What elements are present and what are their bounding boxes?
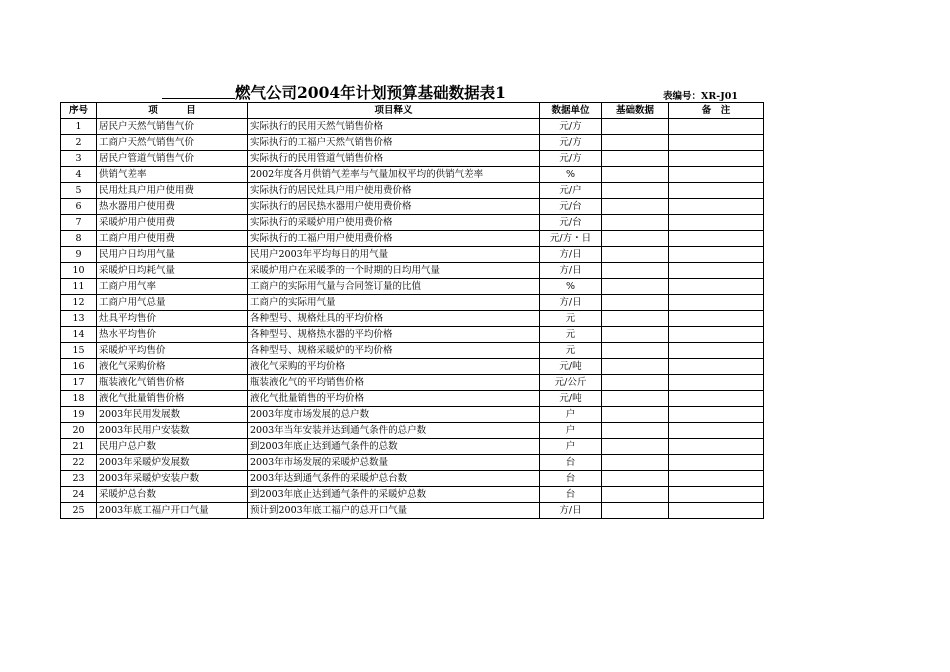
table-row: [61, 247, 764, 263]
table-row: [61, 343, 764, 359]
row-definition-cell: 实际执行的民用管道气销售价格: [248, 151, 540, 167]
header-base-data: 基础数据: [602, 103, 669, 119]
row-definition-cell: 实际执行的民用天然气销售价格: [248, 119, 540, 135]
row-definition-cell: 2002年度各月供销气差率与气量加权平均的供销气差率: [248, 167, 540, 183]
row-base-data-cell[interactable]: [602, 231, 669, 247]
row-unit-cell: %: [540, 167, 602, 183]
table-row: [61, 119, 764, 135]
row-seq-cell: 9: [61, 247, 97, 263]
row-definition-cell: 瓶装液化气的平均销售价格: [248, 375, 540, 391]
row-unit-cell: 元/台: [540, 199, 602, 215]
row-item-cell: 采暖炉平均售价: [97, 343, 248, 359]
table-row: [61, 135, 764, 151]
row-definition-cell: 液化气批量销售的平均价格: [248, 391, 540, 407]
row-unit-cell: 台: [540, 487, 602, 503]
row-item-cell: 工商户用气总量: [97, 295, 248, 311]
row-base-data-cell[interactable]: [602, 391, 669, 407]
row-remark-cell[interactable]: [669, 279, 764, 295]
row-unit-cell: 台: [540, 471, 602, 487]
row-base-data-cell[interactable]: [602, 199, 669, 215]
row-base-data-cell[interactable]: [602, 471, 669, 487]
row-base-data-cell[interactable]: [602, 359, 669, 375]
row-remark-cell[interactable]: [669, 375, 764, 391]
row-item-cell: 2003年民用发展数: [97, 407, 248, 423]
table-row: [61, 167, 764, 183]
row-remark-cell[interactable]: [669, 167, 764, 183]
row-seq-cell: 14: [61, 327, 97, 343]
row-definition-cell: 2003年当年安装并达到通气条件的总户数: [248, 423, 540, 439]
row-remark-cell[interactable]: [669, 359, 764, 375]
row-unit-cell: 方/日: [540, 503, 602, 519]
row-base-data-cell[interactable]: [602, 167, 669, 183]
row-remark-cell[interactable]: [669, 135, 764, 151]
row-unit-cell: 元/方・日: [540, 231, 602, 247]
table-row: [61, 487, 764, 503]
row-base-data-cell[interactable]: [602, 279, 669, 295]
header-item: 项 目: [97, 103, 248, 119]
row-base-data-cell[interactable]: [602, 119, 669, 135]
row-definition-cell: 各种型号、规格采暖炉的平均价格: [248, 343, 540, 359]
row-seq-cell: 24: [61, 487, 97, 503]
row-unit-cell: 户: [540, 423, 602, 439]
row-seq-cell: 8: [61, 231, 97, 247]
row-item-cell: 热水平均售价: [97, 327, 248, 343]
header-seq: 序号: [61, 103, 97, 119]
row-base-data-cell[interactable]: [602, 183, 669, 199]
row-item-cell: 工商户用户使用费: [97, 231, 248, 247]
row-seq-cell: 4: [61, 167, 97, 183]
row-item-cell: 居民户天然气销售气价: [97, 119, 248, 135]
row-unit-cell: 元/方: [540, 151, 602, 167]
table-row: [61, 327, 764, 343]
row-remark-cell[interactable]: [669, 151, 764, 167]
row-item-cell: 采暖炉日均耗气量: [97, 263, 248, 279]
row-seq-cell: 22: [61, 455, 97, 471]
row-seq-cell: 12: [61, 295, 97, 311]
row-base-data-cell[interactable]: [602, 327, 669, 343]
row-definition-cell: 实际执行的采暖炉用户使用费价格: [248, 215, 540, 231]
row-seq-cell: 2: [61, 135, 97, 151]
table-body: [61, 119, 764, 519]
row-item-cell: 瓶装液化气销售价格: [97, 375, 248, 391]
row-item-cell: 工商户天然气销售气价: [97, 135, 248, 151]
row-seq-cell: 6: [61, 199, 97, 215]
row-definition-cell: 2003年度市场发展的总户数: [248, 407, 540, 423]
row-remark-cell[interactable]: [669, 231, 764, 247]
table-row: [61, 183, 764, 199]
row-base-data-cell[interactable]: [602, 295, 669, 311]
row-unit-cell: 户: [540, 407, 602, 423]
row-remark-cell[interactable]: [669, 327, 764, 343]
row-item-cell: 采暖炉用户使用费: [97, 215, 248, 231]
row-definition-cell: 2003年达到通气条件的采暖炉总台数: [248, 471, 540, 487]
table-row: [61, 151, 764, 167]
row-remark-cell[interactable]: [669, 407, 764, 423]
row-remark-cell[interactable]: [669, 311, 764, 327]
row-item-cell: 灶具平均售价: [97, 311, 248, 327]
row-seq-cell: 17: [61, 375, 97, 391]
row-base-data-cell[interactable]: [602, 439, 669, 455]
row-definition-cell: 实际执行的居民热水器用户使用费价格: [248, 199, 540, 215]
row-base-data-cell[interactable]: [602, 423, 669, 439]
row-item-cell: 液化气批量销售价格: [97, 391, 248, 407]
row-seq-cell: 11: [61, 279, 97, 295]
row-definition-cell: 工商户的实际用气量: [248, 295, 540, 311]
row-base-data-cell[interactable]: [602, 247, 669, 263]
row-unit-cell: 户: [540, 439, 602, 455]
row-item-cell: 2003年底工福户开口气量: [97, 503, 248, 519]
row-item-cell: 供销气差率: [97, 167, 248, 183]
row-unit-cell: 元/公斤: [540, 375, 602, 391]
row-seq-cell: 18: [61, 391, 97, 407]
row-unit-cell: 方/日: [540, 263, 602, 279]
table-row: [61, 503, 764, 519]
row-definition-cell: 民用户2003年平均每日的用气量: [248, 247, 540, 263]
row-item-cell: 民用户日均用气量: [97, 247, 248, 263]
row-seq-cell: 3: [61, 151, 97, 167]
row-remark-cell[interactable]: [669, 295, 764, 311]
row-seq-cell: 1: [61, 119, 97, 135]
row-base-data-cell[interactable]: [602, 487, 669, 503]
row-definition-cell: 各种型号、规格热水器的平均价格: [248, 327, 540, 343]
row-seq-cell: 25: [61, 503, 97, 519]
row-item-cell: 2003年采暖炉发展数: [97, 455, 248, 471]
row-unit-cell: 元: [540, 327, 602, 343]
row-unit-cell: 元/户: [540, 183, 602, 199]
table-row: [61, 231, 764, 247]
row-definition-cell: 实际执行的居民灶具户用户使用费价格: [248, 183, 540, 199]
row-base-data-cell[interactable]: [602, 311, 669, 327]
row-remark-cell[interactable]: [669, 183, 764, 199]
row-unit-cell: 元/吨: [540, 359, 602, 375]
row-item-cell: 民用灶具户用户使用费: [97, 183, 248, 199]
row-remark-cell[interactable]: [669, 343, 764, 359]
row-item-cell: 2003年采暖炉安装户数: [97, 471, 248, 487]
table-row: [61, 407, 764, 423]
row-definition-cell: 工商户的实际用气量与合同签订量的比值: [248, 279, 540, 295]
header-unit: 数据单位: [540, 103, 602, 119]
row-definition-cell: 采暖炉用户在采暖季的一个时期的日均用气量: [248, 263, 540, 279]
row-base-data-cell[interactable]: [602, 151, 669, 167]
header-remark: 备 注: [669, 103, 764, 119]
row-remark-cell[interactable]: [669, 503, 764, 519]
row-remark-cell[interactable]: [669, 487, 764, 503]
row-remark-cell[interactable]: [669, 215, 764, 231]
table-row: [61, 455, 764, 471]
row-base-data-cell[interactable]: [602, 455, 669, 471]
row-base-data-cell[interactable]: [602, 407, 669, 423]
row-unit-cell: 元/方: [540, 119, 602, 135]
row-item-cell: 2003年民用户安装数: [97, 423, 248, 439]
row-seq-cell: 16: [61, 359, 97, 375]
table-header-row: [61, 103, 764, 119]
row-unit-cell: 方/日: [540, 295, 602, 311]
row-base-data-cell[interactable]: [602, 263, 669, 279]
row-base-data-cell[interactable]: [602, 135, 669, 151]
table-row: [61, 311, 764, 327]
row-seq-cell: 10: [61, 263, 97, 279]
table-row: [61, 391, 764, 407]
table-row: [61, 215, 764, 231]
row-item-cell: 采暖炉总台数: [97, 487, 248, 503]
row-base-data-cell[interactable]: [602, 503, 669, 519]
row-unit-cell: 元/台: [540, 215, 602, 231]
row-definition-cell: 实际执行的工福户天然气销售价格: [248, 135, 540, 151]
row-unit-cell: 元: [540, 311, 602, 327]
page-title: 燃气公司2004年计划预算基础数据表1: [235, 83, 506, 102]
row-seq-cell: 23: [61, 471, 97, 487]
row-remark-cell[interactable]: [669, 119, 764, 135]
row-item-cell: 民用户总户数: [97, 439, 248, 455]
row-definition-cell: 实际执行的工福户用户使用费价格: [248, 231, 540, 247]
row-seq-cell: 5: [61, 183, 97, 199]
row-base-data-cell[interactable]: [602, 215, 669, 231]
row-seq-cell: 15: [61, 343, 97, 359]
row-unit-cell: 元/方: [540, 135, 602, 151]
row-definition-cell: 液化气采购的平均价格: [248, 359, 540, 375]
form-number: 表编号：XR-J01: [663, 91, 738, 102]
row-unit-cell: %: [540, 279, 602, 295]
row-remark-cell[interactable]: [669, 423, 764, 439]
row-unit-cell: 元: [540, 343, 602, 359]
table-row: [61, 439, 764, 455]
row-remark-cell[interactable]: [669, 439, 764, 455]
row-remark-cell[interactable]: [669, 199, 764, 215]
row-remark-cell[interactable]: [669, 471, 764, 487]
row-seq-cell: 13: [61, 311, 97, 327]
row-item-cell: 居民户管道气销售气价: [97, 151, 248, 167]
row-seq-cell: 21: [61, 439, 97, 455]
row-seq-cell: 7: [61, 215, 97, 231]
table-row: [61, 471, 764, 487]
row-base-data-cell[interactable]: [602, 343, 669, 359]
row-unit-cell: 方/日: [540, 247, 602, 263]
row-definition-cell: 预计到2003年底工福户的总开口气量: [248, 503, 540, 519]
row-seq-cell: 19: [61, 407, 97, 423]
row-base-data-cell[interactable]: [602, 375, 669, 391]
budget-data-table: [60, 102, 764, 519]
table-row: [61, 295, 764, 311]
row-remark-cell[interactable]: [669, 263, 764, 279]
row-seq-cell: 20: [61, 423, 97, 439]
row-unit-cell: 台: [540, 455, 602, 471]
row-item-cell: 工商户用气率: [97, 279, 248, 295]
table-row: [61, 375, 764, 391]
table-row: [61, 423, 764, 439]
row-definition-cell: 到2003年底止达到通气条件的总数: [248, 439, 540, 455]
table-row: [61, 359, 764, 375]
row-remark-cell[interactable]: [669, 247, 764, 263]
title-blank-underline: [162, 98, 235, 99]
header-definition: 项目释义: [248, 103, 540, 119]
table-row: [61, 199, 764, 215]
row-item-cell: 热水器用户使用费: [97, 199, 248, 215]
row-definition-cell: 各种型号、规格灶具的平均价格: [248, 311, 540, 327]
row-remark-cell[interactable]: [669, 455, 764, 471]
row-definition-cell: 2003年市场发展的采暖炉总数量: [248, 455, 540, 471]
table-row: [61, 263, 764, 279]
row-item-cell: 液化气采购价格: [97, 359, 248, 375]
row-definition-cell: 到2003年底止达到通气条件的采暖炉总数: [248, 487, 540, 503]
row-unit-cell: 元/吨: [540, 391, 602, 407]
title-row: [0, 80, 950, 102]
table-row: [61, 279, 764, 295]
row-remark-cell[interactable]: [669, 391, 764, 407]
